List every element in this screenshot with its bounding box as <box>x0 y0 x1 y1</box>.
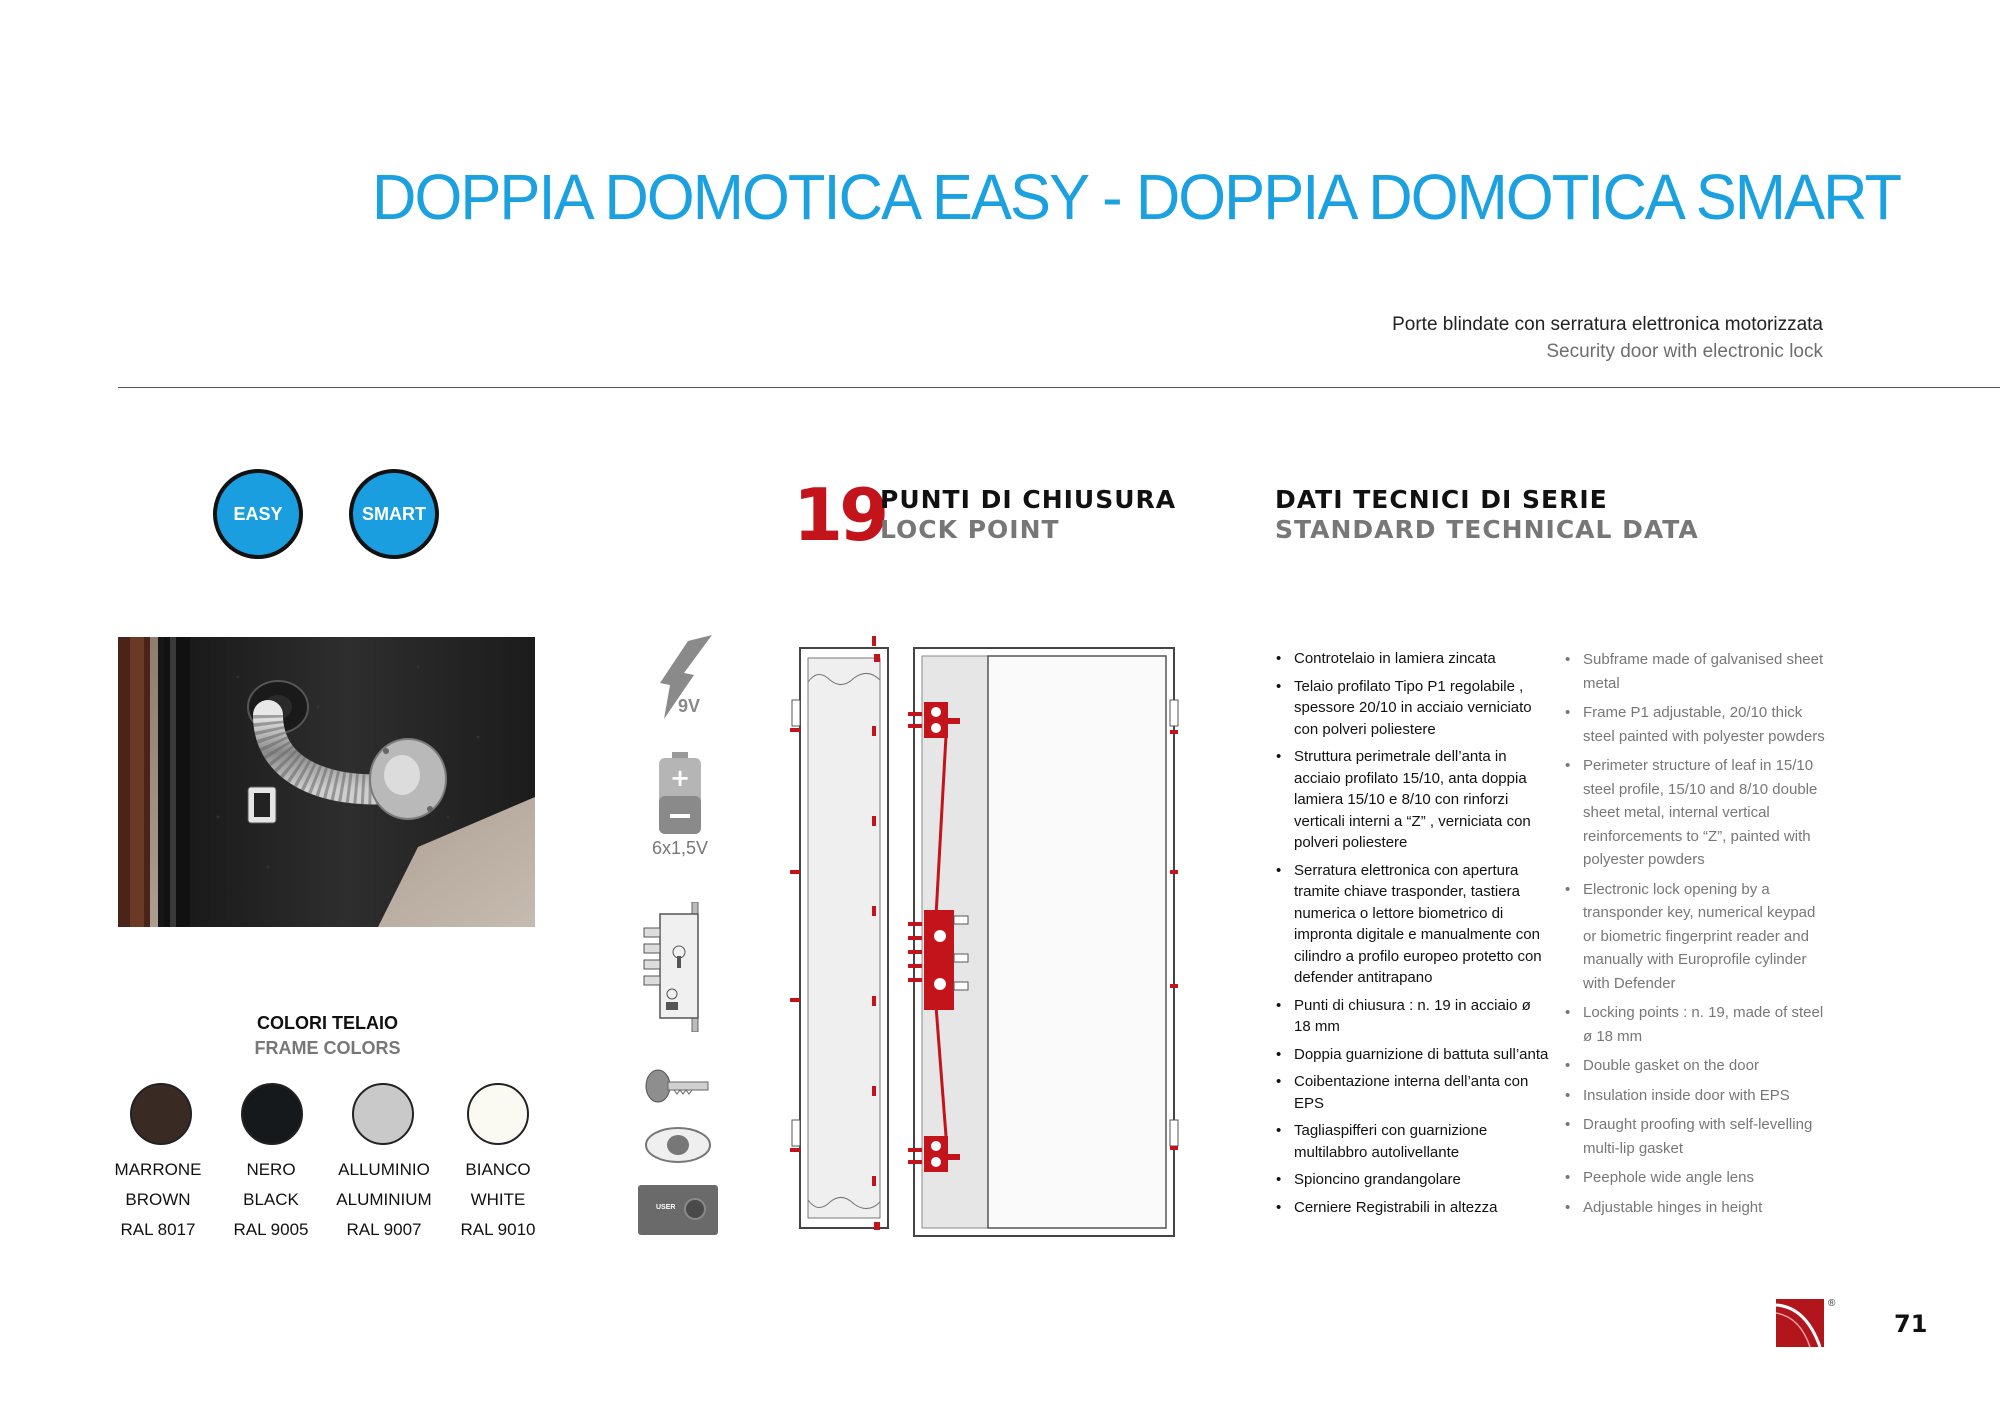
lock-points-label-en: LOCK POINT <box>880 515 1060 544</box>
list-item: • Serratura elettronica con apertura tramite chiave trasponder, tastiera numerica o lettore biometrico di impronta digitale e manualmente con cilindro a profilo europeo protetto con defender antitrapano <box>1276 860 1551 989</box>
list-item: • Peephole wide angle lens <box>1565 1166 1825 1190</box>
list-item: • Cerniere Registrabili in altezza <box>1276 1197 1551 1219</box>
color-label-white <box>438 1155 558 1245</box>
list-item: • Double gasket on the door <box>1565 1054 1825 1078</box>
color-name-en: ALUMINIUM <box>336 1190 432 1209</box>
page-title: DOPPIA DOMOTICA EASY - DOPPIA DOMOTICA SMART <box>372 161 1901 233</box>
lock-mechanism-icon <box>642 902 714 1032</box>
swatch-black <box>241 1083 303 1145</box>
battery-aa-label: 6x1,5V <box>652 838 709 858</box>
lock-points-label-it: PUNTI DI CHIUSURA <box>880 485 1177 514</box>
list-item: • Coibentazione interna dell’anta con EPS <box>1276 1071 1551 1114</box>
color-name-en: WHITE <box>470 1190 526 1209</box>
list-item: • Frame P1 adjustable, 20/10 thick steel painted with polyester powders <box>1565 701 1825 748</box>
remote-fob-icon <box>644 1125 712 1165</box>
list-item: • Spioncino grandangolare <box>1276 1169 1551 1191</box>
list-item: • Tagliaspifferi con guarnizione multilabbro autolivellante <box>1276 1120 1551 1163</box>
list-item: • Punti di chiusura : n. 19 in acciaio ø 18 mm <box>1276 995 1551 1038</box>
swatch-brown <box>130 1083 192 1145</box>
swatch-white <box>467 1083 529 1145</box>
list-item: • Subframe made of galvanised sheet metal <box>1565 648 1825 695</box>
technical-data-list-it <box>1276 648 1551 1224</box>
svg-text:+: + <box>669 764 691 792</box>
color-name-en: BROWN <box>125 1190 191 1209</box>
color-name-en: BLACK <box>243 1190 299 1209</box>
battery-icon <box>655 752 705 834</box>
list-item: • Perimeter structure of leaf in 15/10 steel profile, 15/10 and 8/10 double sheet metal, internal vertical reinforcements to “Z”, painted with polyester powders <box>1565 754 1825 872</box>
swatch-aluminium <box>352 1083 414 1145</box>
easy-badge: EASY <box>213 469 303 559</box>
lock-points-number: 19 <box>793 473 886 557</box>
keypad-reader-icon <box>638 1185 718 1235</box>
fingerprint-sensor-icon <box>684 1198 706 1220</box>
color-ral: RAL 8017 <box>120 1220 196 1239</box>
color-ral: RAL 9010 <box>460 1220 536 1239</box>
registered-mark-icon: ® <box>1828 1298 1836 1309</box>
frame-colors-title: COLORI TELAIO <box>257 1013 398 1033</box>
frame-colors-subtitle: FRAME COLORS <box>254 1038 401 1058</box>
color-label-brown <box>98 1155 218 1245</box>
list-item: • Doppia guarnizione di battuta sull’anta <box>1276 1044 1551 1066</box>
keypad-user-label: USER <box>656 1204 676 1211</box>
list-item: • Locking points : n. 19, made of steel ø 18 mm <box>1565 1001 1825 1048</box>
list-item: • Adjustable hinges in height <box>1565 1196 1825 1220</box>
color-ral: RAL 9007 <box>346 1220 422 1239</box>
list-item: • Draught proofing with self-levelling multi-lip gasket <box>1565 1113 1825 1160</box>
color-name-it: ALLUMINIO <box>338 1160 430 1179</box>
door-stop-photo <box>118 637 535 927</box>
transponder-key-icon <box>644 1066 712 1106</box>
color-label-aluminium <box>324 1155 444 1245</box>
page-number: 71 <box>1894 1310 1928 1338</box>
list-item: • Electronic lock opening by a transponder key, numerical keypad or biometric fingerprint reader and manually with Europrofile cylinder with Defender <box>1565 878 1825 996</box>
list-item: • Controtelaio in lamiera zincata <box>1276 648 1551 670</box>
brand-logo <box>1776 1299 1824 1347</box>
subtitle-italian: Porte blindate con serratura elettronica motorizzata <box>1392 314 1823 335</box>
technical-data-title-en: STANDARD TECHNICAL DATA <box>1275 515 1699 544</box>
color-label-black <box>211 1155 331 1245</box>
color-name-it: NERO <box>246 1160 296 1179</box>
header-divider <box>118 387 2000 388</box>
list-item: • Telaio profilato Tipo P1 regolabile , spessore 20/10 in acciaio verniciato con polveri poliestere <box>1276 676 1551 741</box>
subtitle-english: Security door with electronic lock <box>1546 341 1823 362</box>
list-item: • Insulation inside door with EPS <box>1565 1084 1825 1108</box>
color-ral: RAL 9005 <box>233 1220 309 1239</box>
technical-data-title-it: DATI TECNICI DI SERIE <box>1275 485 1608 514</box>
battery-9v-label: 9V <box>678 696 701 716</box>
color-name-it: MARRONE <box>114 1160 202 1179</box>
technical-data-list-en <box>1565 648 1825 1225</box>
list-item: • Struttura perimetrale dell’anta in acciaio profilato 15/10, anta doppia lamiera 15/10 e 8/10 con rinforzi verticali interni a “Z” , verniciata con polveri poliestere <box>1276 746 1551 854</box>
color-name-it: BIANCO <box>465 1160 531 1179</box>
door-lock-points-diagram <box>790 636 1180 1248</box>
smart-badge: SMART <box>349 469 439 559</box>
